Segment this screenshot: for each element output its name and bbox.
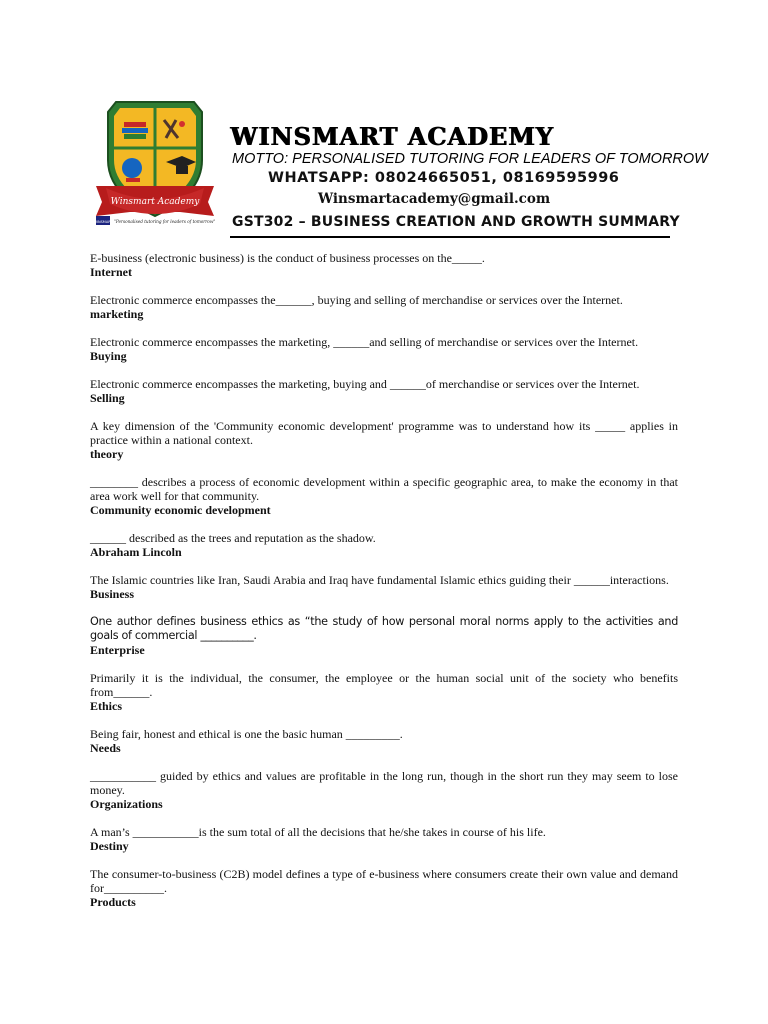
question-text: Primarily it is the individual, the consumer, the employee or the human social unit of the society who benefits from______. [90,671,678,699]
answer-text: marketing [90,307,144,321]
qa-item [90,419,678,461]
document-header [0,0,768,250]
question-text: E-business (electronic business) is the conduct of business processes on the_____. [90,251,485,265]
email-contact: Winsmartacademy@gmail.com [318,191,551,207]
answer-text: Internet [90,265,132,279]
qa-item [90,335,678,363]
answer-text: theory [90,447,124,461]
answer-text: Abraham Lincoln [90,545,182,559]
qa-item [90,615,678,657]
title-underline [230,236,670,238]
question-text: The Islamic countries like Iran, Saudi Arabia and Iraq have fundamental Islamic ethics guiding their ______interactions. [90,573,669,587]
answer-text: Organizations [90,797,163,811]
qa-item [90,867,678,909]
qa-item [90,251,678,279]
question-text: Electronic commerce encompasses the marketing, ______and selling of merchandise or services over the Internet. [90,335,639,349]
qa-item [90,573,678,601]
qa-item [90,727,678,755]
question-text: A man’s ___________is the sum total of all the decisions that he/she takes in course of his life. [90,825,546,839]
answer-text: Selling [90,391,125,405]
logo-badge-text: WINSMART [93,220,113,224]
academy-crest-logo [93,98,216,228]
answer-text: Products [90,895,136,909]
question-text: ______ described as the trees and reputation as the shadow. [90,531,376,545]
answer-text: Needs [90,741,121,755]
qa-item [90,671,678,713]
motto: MOTTO: PERSONALISED TUTORING FOR LEADERS OF TOMORROW [232,151,708,167]
qa-item [90,377,678,405]
logo-tagline: "Personalised tutoring for leaders of tomorrow" [114,219,216,224]
answer-text: Buying [90,349,127,363]
academy-name: WINSMART ACADEMY [230,122,554,151]
answer-text: Community economic development [90,503,271,517]
question-text: The consumer-to-business (C2B) model defines a type of e-business where consumers create their own value and demand for__________. [90,867,678,895]
qa-item [90,293,678,321]
question-answer-list [90,251,678,909]
qa-item [90,769,678,811]
qa-item [90,825,678,853]
answer-text: Destiny [90,839,129,853]
question-text: ___________ guided by ethics and values are profitable in the long run, though in the short run they may seem to lose money. [90,769,678,797]
answer-text: Enterprise [90,643,145,657]
qa-item [90,475,678,517]
question-text: Electronic commerce encompasses the marketing, buying and ______of merchandise or services over the Internet. [90,377,640,391]
document-title: GST302 – BUSINESS CREATION AND GROWTH SUMMARY [232,214,680,230]
question-text: A key dimension of the 'Community economic development' programme was to understand how its _____ applies in practice within a national context. [90,419,678,447]
logo-banner-text: Winsmart Academy [110,197,200,207]
question-text: One author defines business ethics as “the study of how personal moral norms apply to the activities and goals of commercial __________. [90,615,678,642]
question-text: Being fair, honest and ethical is one the basic human _________. [90,727,403,741]
answer-text: Ethics [90,699,123,713]
answer-text: Business [90,587,135,601]
question-text: ________ describes a process of economic development within a specific geographic area, to make the economy in that area work well for that community. [90,475,678,503]
question-text: Electronic commerce encompasses the______, buying and selling of merchandise or services over the Internet. [90,293,623,307]
whatsapp-contact: WHATSAPP: 08024665051, 08169595996 [268,170,620,186]
qa-item [90,531,678,559]
